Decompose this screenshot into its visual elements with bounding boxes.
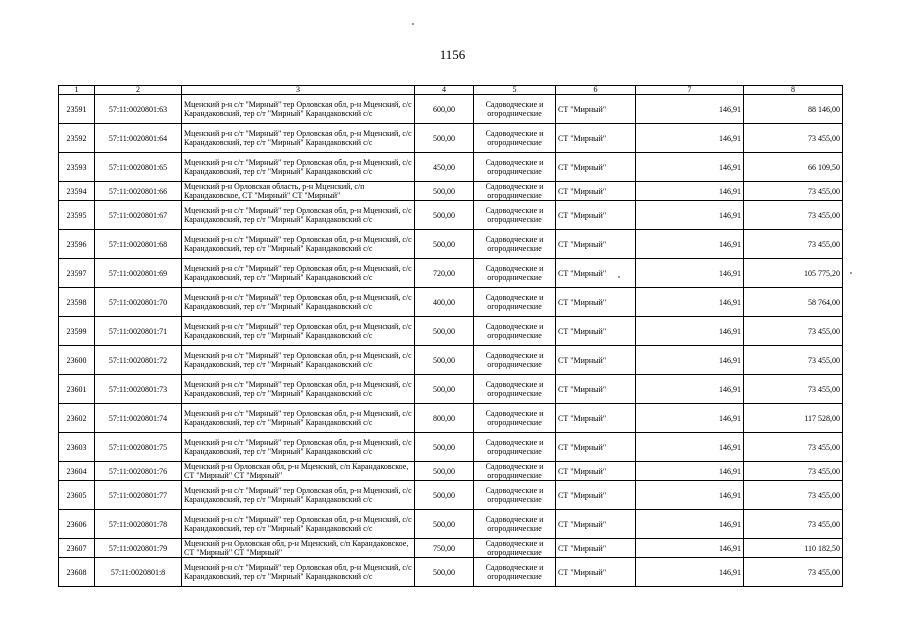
cell-land-use: Садоводческие и огороднические [474,462,556,481]
cell-row-number: 23592 [59,124,95,153]
scan-dot-2 [850,272,852,274]
cell-land-use: Садоводческие и огороднические [474,201,556,230]
cell-area: 500,00 [415,481,474,510]
cell-price-per-unit: 146,91 [636,539,744,558]
cell-cadastral-value: 73 455,00 [744,462,843,481]
cell-row-number: 23607 [59,539,95,558]
cell-address: Мценский р-н Орловская область, р-н Мценский, с/п Карандаковское, СТ "Мирный" СТ "Мирный" [182,182,415,201]
table-row [59,433,843,462]
cell-land-use: Садоводческие и огороднические [474,95,556,124]
cell-land-use: Садоводческие и огороднические [474,481,556,510]
cell-price-per-unit: 146,91 [636,201,744,230]
column-header-3: 3 [182,86,415,95]
table-row [59,558,843,587]
cell-cadastral-number: 57:11:0020801:74 [95,404,182,433]
cell-price-per-unit: 146,91 [636,404,744,433]
cell-row-number: 23593 [59,153,95,182]
cell-cadastral-value: 73 455,00 [744,230,843,259]
cell-price-per-unit: 146,91 [636,558,744,587]
cell-price-per-unit: 146,91 [636,259,744,288]
cell-partnership-name: СТ "Мирный" [556,124,636,153]
cell-land-use: Садоводческие и огороднические [474,375,556,404]
cell-row-number: 23604 [59,462,95,481]
cell-price-per-unit: 146,91 [636,230,744,259]
cell-partnership-name: СТ "Мирный" [556,375,636,404]
cell-price-per-unit: 146,91 [636,375,744,404]
cell-price-per-unit: 146,91 [636,124,744,153]
cell-partnership-name: СТ "Мирный" [556,153,636,182]
cell-address: Мценский р-н с/т "Мирный" тер Орловская обл, р-н Мценский, с/с Карандаковский, тер с/т "Мирный" Карандаковский с/с [182,558,415,587]
scan-dot-1 [618,276,620,278]
page-number: 1156 [439,47,466,62]
cell-cadastral-number: 57:11:0020801:77 [95,481,182,510]
cell-price-per-unit: 146,91 [636,317,744,346]
column-header-7: 7 [636,86,744,95]
cell-land-use: Садоводческие и огороднические [474,346,556,375]
cell-cadastral-number: 57:11:0020801:67 [95,201,182,230]
cell-area: 500,00 [415,462,474,481]
cell-row-number: 23603 [59,433,95,462]
cell-land-use: Садоводческие и огороднические [474,153,556,182]
cell-address: Мценский р-н с/т "Мирный" тер Орловская обл, р-н Мценский, с/с Карандаковский, тер с/т "Мирный" Карандаковский с/с [182,375,415,404]
cell-cadastral-value: 73 455,00 [744,124,843,153]
cell-partnership-name: СТ "Мирный" [556,201,636,230]
cell-row-number: 23605 [59,481,95,510]
cell-area: 500,00 [415,375,474,404]
cell-cadastral-number: 57:11:0020801:8 [95,558,182,587]
cell-address: Мценский р-н с/т "Мирный" тер Орловская обл, р-н Мценский, с/с Карандаковский, тер с/т "Мирный" Карандаковский с/с [182,404,415,433]
cell-cadastral-number: 57:11:0020801:79 [95,539,182,558]
cell-price-per-unit: 146,91 [636,95,744,124]
cell-partnership-name: СТ "Мирный" [556,230,636,259]
cell-area: 500,00 [415,182,474,201]
cell-land-use: Садоводческие и огороднические [474,288,556,317]
table-row [59,404,843,433]
cell-row-number: 23608 [59,558,95,587]
column-header-6: 6 [556,86,636,95]
cell-partnership-name: СТ "Мирный" [556,288,636,317]
cell-row-number: 23599 [59,317,95,346]
cell-price-per-unit: 146,91 [636,153,744,182]
cell-partnership-name: СТ "Мирный" [556,510,636,539]
cell-address: Мценский р-н с/т "Мирный" тер Орловская обл, р-н Мценский, с/с Карандаковский, тер с/т "Мирный" Карандаковский с/с [182,433,415,462]
table-row [59,230,843,259]
cell-cadastral-number: 57:11:0020801:69 [95,259,182,288]
cell-area: 500,00 [415,201,474,230]
cell-cadastral-value: 73 455,00 [744,201,843,230]
cell-row-number: 23594 [59,182,95,201]
cell-partnership-name: СТ "Мирный" [556,259,636,288]
cell-land-use: Садоводческие и огороднические [474,404,556,433]
table-row [59,481,843,510]
cell-price-per-unit: 146,91 [636,182,744,201]
cell-partnership-name: СТ "Мирный" [556,95,636,124]
cell-land-use: Садоводческие и огороднические [474,124,556,153]
cell-cadastral-value: 105 775,20 [744,259,843,288]
cell-cadastral-value: 73 455,00 [744,510,843,539]
cell-cadastral-number: 57:11:0020801:76 [95,462,182,481]
cell-cadastral-number: 57:11:0020801:65 [95,153,182,182]
cell-cadastral-value: 58 764,00 [744,288,843,317]
cell-price-per-unit: 146,91 [636,288,744,317]
cell-area: 500,00 [415,230,474,259]
cell-cadastral-value: 110 182,50 [744,539,843,558]
cell-address: Мценский р-н с/т "Мирный" тер Орловская обл, р-н Мценский, с/с Карандаковский, тер с/т "Мирный" Карандаковский с/с [182,510,415,539]
table-row [59,462,843,481]
cell-cadastral-number: 57:11:0020801:68 [95,230,182,259]
cell-address: Мценский р-н с/т "Мирный" тер Орловская обл, р-н Мценский, с/с Карандаковский, тер с/т "Мирный" Карандаковский с/с [182,346,415,375]
cell-cadastral-number: 57:11:0020801:78 [95,510,182,539]
cell-land-use: Садоводческие и огороднические [474,182,556,201]
cell-row-number: 23597 [59,259,95,288]
cell-row-number: 23595 [59,201,95,230]
cell-land-use: Садоводческие и огороднические [474,433,556,462]
cell-price-per-unit: 146,91 [636,510,744,539]
cell-row-number: 23606 [59,510,95,539]
cell-area: 450,00 [415,153,474,182]
cell-land-use: Садоводческие и огороднические [474,558,556,587]
cell-partnership-name: СТ "Мирный" [556,433,636,462]
cell-cadastral-number: 57:11:0020801:66 [95,182,182,201]
cell-area: 800,00 [415,404,474,433]
cell-partnership-name: СТ "Мирный" [556,317,636,346]
cell-partnership-name: СТ "Мирный" [556,404,636,433]
cell-row-number: 23602 [59,404,95,433]
cell-address: Мценский р-н с/т "Мирный" тер Орловская обл, р-н Мценский, с/с Карандаковский, тер с/т "Мирный" Карандаковский с/с [182,259,415,288]
cell-partnership-name: СТ "Мирный" [556,481,636,510]
cell-address: Мценский р-н с/т "Мирный" тер Орловская обл, р-н Мценский, с/с Карандаковский, тер с/т "Мирный" Карандаковский с/с [182,317,415,346]
cell-land-use: Садоводческие и огороднические [474,230,556,259]
cell-area: 500,00 [415,124,474,153]
cell-address: Мценский р-н с/т "Мирный" тер Орловская обл, р-н Мценский, с/с Карандаковский, тер с/т "Мирный" Карандаковский с/с [182,95,415,124]
cell-cadastral-value: 117 528,00 [744,404,843,433]
cell-cadastral-value: 73 455,00 [744,433,843,462]
cell-land-use: Садоводческие и огороднические [474,259,556,288]
scan-dot-3 [412,23,414,25]
column-header-2: 2 [95,86,182,95]
cell-address: Мценский р-н с/т "Мирный" тер Орловская обл, р-н Мценский, с/с Карандаковский, тер с/т "Мирный" Карандаковский с/с [182,201,415,230]
cell-partnership-name: СТ "Мирный" [556,539,636,558]
cell-price-per-unit: 146,91 [636,462,744,481]
cell-area: 500,00 [415,510,474,539]
cell-price-per-unit: 146,91 [636,481,744,510]
cell-partnership-name: СТ "Мирный" [556,346,636,375]
table-row [59,317,843,346]
cell-area: 750,00 [415,539,474,558]
cell-land-use: Садоводческие и огороднические [474,539,556,558]
cell-cadastral-value: 88 146,00 [744,95,843,124]
cell-land-use: Садоводческие и огороднические [474,510,556,539]
cell-area: 500,00 [415,346,474,375]
cell-address: Мценский р-н с/т "Мирный" тер Орловская обл, р-н Мценский, с/с Карандаковский, тер с/т "Мирный" Карандаковский с/с [182,481,415,510]
cell-cadastral-number: 57:11:0020801:64 [95,124,182,153]
cell-cadastral-number: 57:11:0020801:71 [95,317,182,346]
cell-address: Мценский р-н с/т "Мирный" тер Орловская обл, р-н Мценский, с/с Карандаковский, тер с/т "Мирный" Карандаковский с/с [182,288,415,317]
column-header-8: 8 [744,86,843,95]
cell-cadastral-number: 57:11:0020801:75 [95,433,182,462]
cell-area: 600,00 [415,95,474,124]
cell-cadastral-value: 73 455,00 [744,182,843,201]
cell-cadastral-value: 73 455,00 [744,317,843,346]
table-row [59,346,843,375]
cell-cadastral-value: 73 455,00 [744,375,843,404]
cell-area: 500,00 [415,558,474,587]
cell-price-per-unit: 146,91 [636,433,744,462]
cell-cadastral-number: 57:11:0020801:70 [95,288,182,317]
cell-area: 720,00 [415,259,474,288]
table-row [59,288,843,317]
registry-table [58,85,843,587]
cell-row-number: 23596 [59,230,95,259]
cell-area: 500,00 [415,317,474,346]
table-row [59,259,843,288]
cell-land-use: Садоводческие и огороднические [474,317,556,346]
cell-partnership-name: СТ "Мирный" [556,558,636,587]
column-header-1: 1 [59,86,95,95]
table-row [59,153,843,182]
cell-address: Мценский р-н с/т "Мирный" тер Орловская обл, р-н Мценский, с/с Карандаковский, тер с/т "Мирный" Карандаковский с/с [182,124,415,153]
cell-area: 500,00 [415,433,474,462]
cell-row-number: 23601 [59,375,95,404]
column-header-5: 5 [474,86,556,95]
cell-partnership-name: СТ "Мирный" [556,182,636,201]
cell-cadastral-value: 66 109,50 [744,153,843,182]
cell-cadastral-value: 73 455,00 [744,346,843,375]
cell-area: 400,00 [415,288,474,317]
table-row [59,124,843,153]
cell-cadastral-number: 57:11:0020801:73 [95,375,182,404]
cell-cadastral-value: 73 455,00 [744,481,843,510]
cell-row-number: 23591 [59,95,95,124]
cell-address: Мценский р-н Орловская обл, р-н Мценский, с/п Карандаковское, СТ "Мирный" СТ "Мирный" [182,462,415,481]
cell-cadastral-value: 73 455,00 [744,558,843,587]
column-header-4: 4 [415,86,474,95]
cell-price-per-unit: 146,91 [636,346,744,375]
cell-cadastral-number: 57:11:0020801:72 [95,346,182,375]
table-row [59,539,843,558]
table-row [59,201,843,230]
cell-address: Мценский р-н Орловская обл, р-н Мценский, с/п Карандаковское, СТ "Мирный" СТ "Мирный" [182,539,415,558]
cell-row-number: 23600 [59,346,95,375]
table-body [59,95,843,587]
cell-partnership-name: СТ "Мирный" [556,462,636,481]
cell-cadastral-number: 57:11:0020801:63 [95,95,182,124]
cell-address: Мценский р-н с/т "Мирный" тер Орловская обл, р-н Мценский, с/с Карандаковский, тер с/т "Мирный" Карандаковский с/с [182,230,415,259]
table-row [59,182,843,201]
table-row [59,95,843,124]
table-row [59,510,843,539]
table-row [59,375,843,404]
cell-row-number: 23598 [59,288,95,317]
column-number-row [59,86,843,95]
cell-address: Мценский р-н с/т "Мирный" тер Орловская обл, р-н Мценский, с/с Карандаковский, тер с/т "Мирный" Карандаковский с/с [182,153,415,182]
